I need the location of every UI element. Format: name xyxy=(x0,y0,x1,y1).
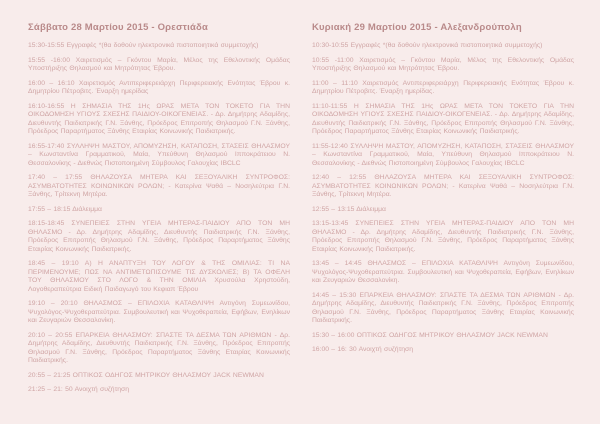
schedule-entry: 16:00 – 16: 30 Ανοιχτή συζήτηση xyxy=(312,346,414,353)
schedule-entries-saturday xyxy=(28,42,290,395)
schedule-entry: 16:55-17:40 ΣΥΛΛΗΨΗ ΜΑΣΤΟΥ, ΑΠΟΜΥΖΗΣΗ, ΚΑΤΑΠΟΣΗ, ΣΤΑΣΕΙΣ ΘΗΛΑΣΜΟΥ – Κωνσταντίνα Γραμματικού, Μαία, Υπεύθυνη Θηλασμού Ιπποκράτειου Ν. Θεσσαλονίκης - Διεθνώς Πιστοποιημένη Σύμβουλος Γαλουχίας IBCLC xyxy=(28,142,290,167)
schedule-entries-sunday xyxy=(312,42,574,355)
schedule-entry: 13:15-13:45 ΣΥΝΕΠΕΙΕΣ ΣΤΗΝ ΥΓΕΙΑ ΜΗΤΕΡΑΣ-ΠΑΙΔΙΟΥ ΑΠΟ ΤΟΝ ΜΗ ΘΗΛΑΣΜΟ - Δρ. Δημήτρης Αδαμίδης, Διευθυντής Παιδιατρικής Γ.Ν. Ξάνθης, Πρόεδρος Επιτροπής Θηλασμού Γ.Ν. Ξάνθης, Πρόεδρος Παραρτήματος Ξάνθης Εταιρίας Κοινωνικής Παιδιατρικής. xyxy=(312,220,574,253)
schedule-entry: 16:00 – 16:10 Χαιρετισμός Αντιπεριφερειάρχη Περιφερειακής Ενότητας Έβρου κ. Δημητρίου Πέτροβιτς. Έναρξη ημερίδας xyxy=(28,79,290,95)
schedule-entry: 11:00 – 11:10 Χαιρετισμός Αντιπεριφερειάρχη Περιφερειακής Ενότητας Έβρου κ. Δημητρίου Πέτροβιτς. Έναρξη ημερίδας. xyxy=(312,79,574,95)
schedule-entry: 10:30-10:55 Εγγραφές *(θα δοθούν ηλεκτρονικά πιστοποιητικά συμμετοχής) xyxy=(312,42,543,49)
program-column-saturday xyxy=(28,22,290,424)
schedule-entry: 11:10-11:55 Η ΣΗΜΑΣΙΑ ΤΗΣ 1Ης ΩΡΑΣ ΜΕΤΑ ΤΟΝ ΤΟΚΕΤΟ ΓΙΑ ΤΗΝ ΟΙΚΟΔΟΜΗΣΗ ΥΓΙΟΥΣ ΣΧΕΣΗΣ ΠΑΙΔΙΟΥ-ΟΙΚΟΓΕΝΕΙΑΣ. - Δρ. Δημήτρης Αδαμίδης, Διευθυντής Παιδιατρικής Γ.Ν. Ξάνθης, Πρόεδρος Επιτροπής Θηλασμού Γ.Ν. Ξάνθης, Πρόεδρος Παραρτήματος Ξάνθης Εταιρίας Κοινωνικής Παιδιατρικής. xyxy=(312,102,574,135)
schedule-entry: 15:55 -16:00 Χαιρετισμός – Γκόντου Μαρία, Μέλος της Εθελοντικής Ομάδας Υποστήριξης Θηλασμού και Μητρότητας Έβρου. xyxy=(28,56,290,72)
schedule-entry: 13:45 – 14:45 ΘΗΛΑΣΜΟΣ – ΕΠΙΛΟΧΙΑ ΚΑΤΑΘΛΙΨΗ Αντιγόνη Συμεωνίδου, Ψυχολόγος-Ψυχοθεραπεύτρια. Συμβουλευτική και Ψυχοθεραπεία, Εφήβων, Ενηλίκων και Ζευγαριών Θεσσαλονίκη. xyxy=(312,260,574,284)
column-title-sunday: Κυριακή 29 Μαρτίου 2015 - Αλεξανδρούπολη xyxy=(312,22,522,33)
column-title-saturday: Σάββατο 28 Μαρτίου 2015 - Ορεστιάδα xyxy=(28,22,208,33)
schedule-entry: 18:45 – 19:10 Α) Η ΑΝΑΠΤΥΞΗ ΤΟΥ ΛΟΓΟΥ & ΤΗΣ ΟΜΙΛΙΑΣ: ΤΙ ΝΑ ΠΕΡΙΜΕΝΟΥΜΕ; ΠΩΣ ΝΑ ΑΝΤΙΜΕΤΩΠΙΣΟΥΜΕ ΤΙΣ ΔΥΣΚΟΛΙΕΣ; Β) ΤΑ ΟΦΕΛΗ ΤΟΥ ΘΗΛΑΣΜΟΥ ΣΤΟ ΛΟΓΟ & ΤΗΝ ΟΜΙΛΙΑ Χρυσούλα Χρηστούδη, Λογοθεραπεύτρια Ειδική Παιδαγωγό του Κεφιαπ Έβρου xyxy=(28,260,290,293)
schedule-entry: 14:45 – 15:30 ΕΠΑΡΚΕΙΑ ΘΗΛΑΣΜΟΥ: ΣΠΑΣΤΕ ΤΑ ΔΕΣΜΑ ΤΩΝ ΑΡΙΘΜΩΝ - Δρ. Δημήτρης Αδαμίδης, Διευθυντής Παιδιατρικής Γ.Ν. Ξάνθης, Πρόεδρος Επιτροπής Θηλασμού Γ.Ν. Ξάνθης, Πρόεδρος Παραρτήματος Ξάνθης Εταιρίας Κοινωνικής Παιδιατρικής. xyxy=(312,291,574,324)
schedule-entry: 19:10 – 20:10 ΘΗΛΑΣΜΟΣ – ΕΠΙΛΟΧΙΑ ΚΑΤΑΘΛΙΨΗ Αντιγόνη Συμεωνίδου, Ψυχολόγος-Ψυχοθεραπεύτρια. Συμβουλευτική και Ψυχοθεραπεία, Εφήβων, Ενηλίκων και Ζευγαριών Θεσσαλονίκη. xyxy=(28,300,290,324)
schedule-entry: 10:55 -11:00 Χαιρετισμός – Γκόντου Μαρία, Μέλος της Εθελοντικής Ομάδας Υποστήριξης Θηλασμού και Μητρότητας Έβρου. xyxy=(312,56,574,72)
program-column-sunday xyxy=(312,22,574,424)
schedule-entry: 20:55 – 21:25 ΟΠΤΙΚΟΣ ΟΔΗΓΟΣ ΜΗΤΡΙΚΟΥ ΘΗΛΑΣΜΟΥ JACK NEWMAN xyxy=(28,371,264,379)
schedule-entry: 15:30-15:55 Εγγραφές *(θα δοθούν ηλεκτρονικά πιστοποιητικά συμμετοχής) xyxy=(28,42,259,49)
schedule-entry: 17:55 – 18:15 Διάλειμμα xyxy=(28,205,102,213)
schedule-entry: 18:15-18:45 ΣΥΝΕΠΕΙΕΣ ΣΤΗΝ ΥΓΕΙΑ ΜΗΤΕΡΑΣ-ΠΑΙΔΙΟΥ ΑΠΟ ΤΟΝ ΜΗ ΘΗΛΑΣΜΟ - Δρ. Δημήτρης Αδαμίδης, Διευθυντής Παιδιατρικής Γ.Ν. Ξάνθης, Πρόεδρος Επιτροπής Θηλασμού Γ.Ν. Ξάνθης, Πρόεδρος Παραρτήματος Ξάνθης Εταιρίας Κοινωνικής Παιδιατρικής. xyxy=(28,220,290,253)
schedule-entry: 21:25 – 21: 50 Ανοιχτή συζήτηση xyxy=(28,386,130,393)
schedule-entry: 17:40 – 17:55 ΘΗΛΑΖΟΥΣΑ ΜΗΤΕΡΑ ΚΑΙ ΣΕΞΟΥΑΛΙΚΗ ΣΥΝΤΡΟΦΟΣ: ΑΣΥΜΒΑΤΟΤΗΤΕΣ ΚΟΙΝΩΝΙΚΩΝ ΡΟΛΩΝ; - Κατερίνα Ψαθά – Νοσηλεύτρια Γ.Ν. Ξάνθης, Τρίτεκνη Μητέρα. xyxy=(28,174,290,198)
schedule-entry: 15:30 – 16:00 ΟΠΤΙΚΟΣ ΟΔΗΓΟΣ ΜΗΤΡΙΚΟΥ ΘΗΛΑΣΜΟΥ JACK NEWMAN xyxy=(312,331,548,339)
schedule-entry: 11:55-12:40 ΣΥΛΛΗΨΗ ΜΑΣΤΟΥ, ΑΠΟΜΥΖΗΣΗ, ΚΑΤΑΠΟΣΗ, ΣΤΑΣΕΙΣ ΘΗΛΑΣΜΟΥ – Κωνσταντίνα Γραμματικού, Μαία, Υπεύθυνη Θηλασμού Ιπποκράτειου Ν. Θεσσαλονίκης - Διεθνώς Πιστοποιημένη Σύμβουλος Γαλουχίας IBCLC xyxy=(312,142,574,167)
schedule-entry: 12:55 – 13:15 Διάλειμμα xyxy=(312,205,386,213)
schedule-entry: 16:10-16:55 Η ΣΗΜΑΣΙΑ ΤΗΣ 1Ης ΩΡΑΣ ΜΕΤΑ ΤΟΝ ΤΟΚΕΤΟ ΓΙΑ ΤΗΝ ΟΙΚΟΔΟΜΗΣΗ ΥΓΙΟΥΣ ΣΧΕΣΗΣ ΠΑΙΔΙΟΥ-ΟΙΚΟΓΕΝΕΙΑΣ. - Δρ. Δημήτρης Αδαμίδης, Διευθυντής Παιδιατρικής Γ.Ν. Ξάνθης, Πρόεδρος Επιτροπής Θηλασμού Γ.Ν. Ξάνθης, Πρόεδρος Παραρτήματος Ξάνθης Εταιρίας Κοινωνικής Παιδιατρικής. xyxy=(28,102,290,135)
schedule-entry: 20:10 – 20:55 ΕΠΑΡΚΕΙΑ ΘΗΛΑΣΜΟΥ: ΣΠΑΣΤΕ ΤΑ ΔΕΣΜΑ ΤΩΝ ΑΡΙΘΜΩΝ - Δρ. Δημήτρης Αδαμίδης, Διευθυντής Παιδιατρικής Γ.Ν. Ξάνθης, Πρόεδρος Επιτροπής Θηλασμού Γ.Ν. Ξάνθης, Πρόεδρος Παραρτήματος Ξάνθης Εταιρίας Κοινωνικής Παιδιατρικής. xyxy=(28,331,290,364)
schedule-entry: 12:40 – 12:55 ΘΗΛΑΖΟΥΣΑ ΜΗΤΕΡΑ ΚΑΙ ΣΕΞΟΥΑΛΙΚΗ ΣΥΝΤΡΟΦΟΣ: ΑΣΥΜΒΑΤΟΤΗΤΕΣ ΚΟΙΝΩΝΙΚΩΝ ΡΟΛΩΝ; - Κατερίνα Ψαθά – Νοσηλεύτρια Γ.Ν. Ξάνθης, Τρίτεκνη Μητέρα. xyxy=(312,174,574,198)
